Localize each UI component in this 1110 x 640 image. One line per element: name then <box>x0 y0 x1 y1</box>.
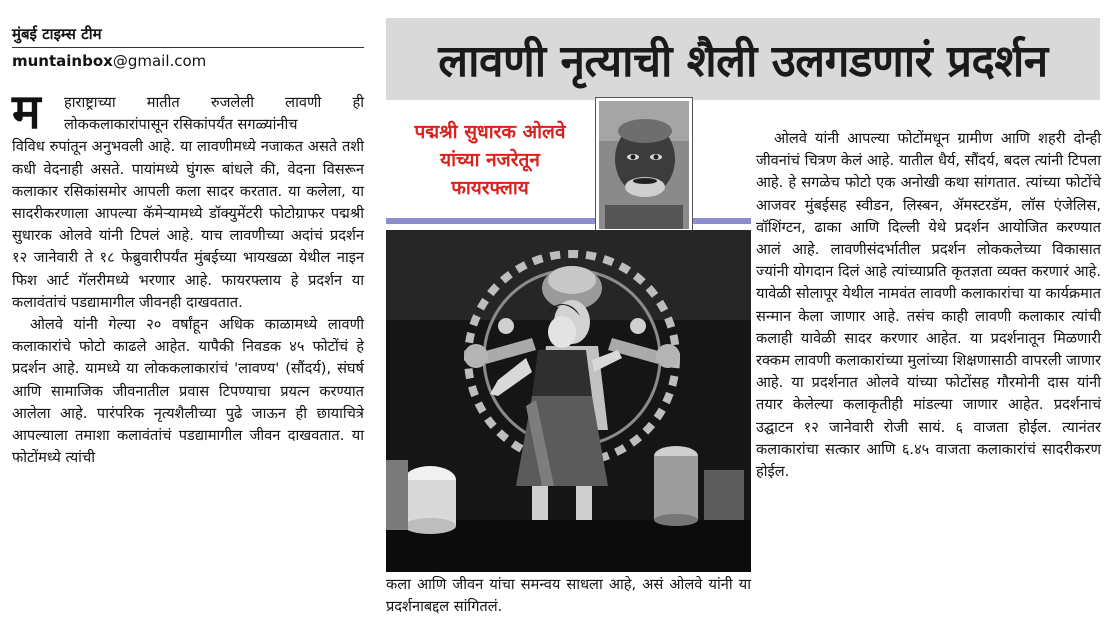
subhead <box>386 118 594 202</box>
subhead-line-2: यांच्या नजरेतून <box>440 149 540 171</box>
dancer-photo-image <box>386 230 751 572</box>
lead-first-lines: हाराष्ट्राच्या मातीत रुजलेली लावणी ही लोककलाकारांपासून रसिकांपर्यंत सगळ्यांनीच <box>64 94 364 134</box>
headline: लावणी नृत्याची शैली उलगडणारं प्रदर्शन <box>438 36 1048 87</box>
subhead-line-1: पद्मश्री सुधारक ओलवे <box>414 121 566 143</box>
byline-email[interactable] <box>12 50 364 72</box>
lead-paragraph <box>12 84 364 314</box>
body-paragraph-2: ओलवे यांनी गेल्या २० वर्षांहून अधिक काळामध्ये लावणी कलाकारांचे फोटो काढले आहेत. यापैकी निवडक ४५ फोटोंचं हे प्रदर्शन आहे. यामध्ये या लोककलाकारांचं 'लावण्य' (सौंदर्य), संघर्ष आणि सामाजिक जीवनातील प्रवास टिपण्याचा प्रयत्न करण्यात आलेला आहे. पारंपरिक नृत्यशैलीच्या पुढे जाऊन ही छायाचित्रे आपल्याला तमाशा कलावंतांचं पडद्यामागील जीवन दाखवतात. या फोटोंमध्ये त्यांची <box>12 316 364 467</box>
headline-band <box>386 18 1100 100</box>
main-photo <box>386 230 751 572</box>
lead-body: विविध रुपांतून अनुभवली आहे. या लावणीमध्ये नजाकत असते तशी कधी वेदनाही असते. पायांमध्ये घुंगरू बांधले की, वेदना विसरून कलाकार रसिकांसमोर आपली कला सादर करतात. या कलेला, या सादरीकरणाला आपल्या कॅमेऱ्यामध्ये डॉक्युमेंटरी फोटोग्राफर पद्मश्री सुधारक ओलवे यांनी टिपलं आहे. याच लावणीच्या अदांचं प्रदर्शन १२ जानेवारी ते १८ फेब्रुवारीपर्यंत मुंबईच्या भायखळा येथील नाइन फिश आर्ट गॅलरीमध्ये भरणार आहे. फायरफ्लाय हे प्रदर्शन या कलावंतांचं पडद्यामागील जीवनही दाखवतात. <box>12 138 364 311</box>
byline-name: मुंबई टाइम्स टीम <box>12 24 364 48</box>
email-user: muntainbox <box>12 52 113 70</box>
subhead-rule <box>386 218 751 224</box>
right-column <box>756 128 1101 483</box>
portrait-image <box>599 101 689 229</box>
caption-block <box>386 574 751 618</box>
subhead-line-3: फायरफ्लाय <box>451 177 529 199</box>
email-domain: @gmail.com <box>112 52 207 70</box>
photographer-portrait <box>596 98 692 232</box>
drop-cap: म <box>12 84 41 140</box>
body-paragraph-3: ओलवे यांनी आपल्या फोटोंमधून ग्रामीण आणि शहरी दोन्ही जीवनांचं चित्रण केलं आहे. यातील धैर्य, सौंदर्य, बदल त्यांनी टिपला आहे. हे सगळेच फोटो एक अनोखी कथा सांगतात. त्यांच्या फोटोंचे आजवर मुंबईसह स्वीडन, लिस्बन, ॲमस्टरडॅम, लॉस एंजेलिस, वॉशिंग्टन, ढाका आणि दिल्ली येथे प्रदर्शन आयोजित करण्यात आलं आहे. लावणीसंदर्भातील प्रदर्शन लोककलेच्या विकासात ज्यांनी योगदान दिलं आहे त्यांच्याप्रति कृतज्ञता व्यक्त करणारं आहे. यावेळी सोलापूर येथील नामवंत लावणी कलाकारांचा या कार्यक्रमात सन्मान केला जाणार आहे. तसंच काही लावणी कलाकार त्यांची कलाही यावेळी सादर करणार आहेत. या प्रदर्शनातून मिळणारी रक्कम लावणी कलाकारांच्या मुलांच्या शिक्षणासाठी वापरली जाणार आहे. या प्रदर्शनात ओलवे यांच्या फोटोंसह गौरमोनी दास यांनी तयार केलेल्या कलाकृतीही मांडल्या जाणार आहेत. प्रदर्शनाचं उद्घाटन १२ जानेवारी रोजी सायं. ६ वाजता होईल. त्यानंतर कलाकारांचा सत्कार आणि ६.४५ वाजता कलाकारांचं सादरीकरण होईल. <box>756 130 1102 481</box>
left-column <box>12 24 364 469</box>
caption-text: कला आणि जीवन यांचा समन्वय साधला आहे, असं ओलवे यांनी या प्रदर्शनाबद्दल सांगितलं. <box>386 576 751 616</box>
